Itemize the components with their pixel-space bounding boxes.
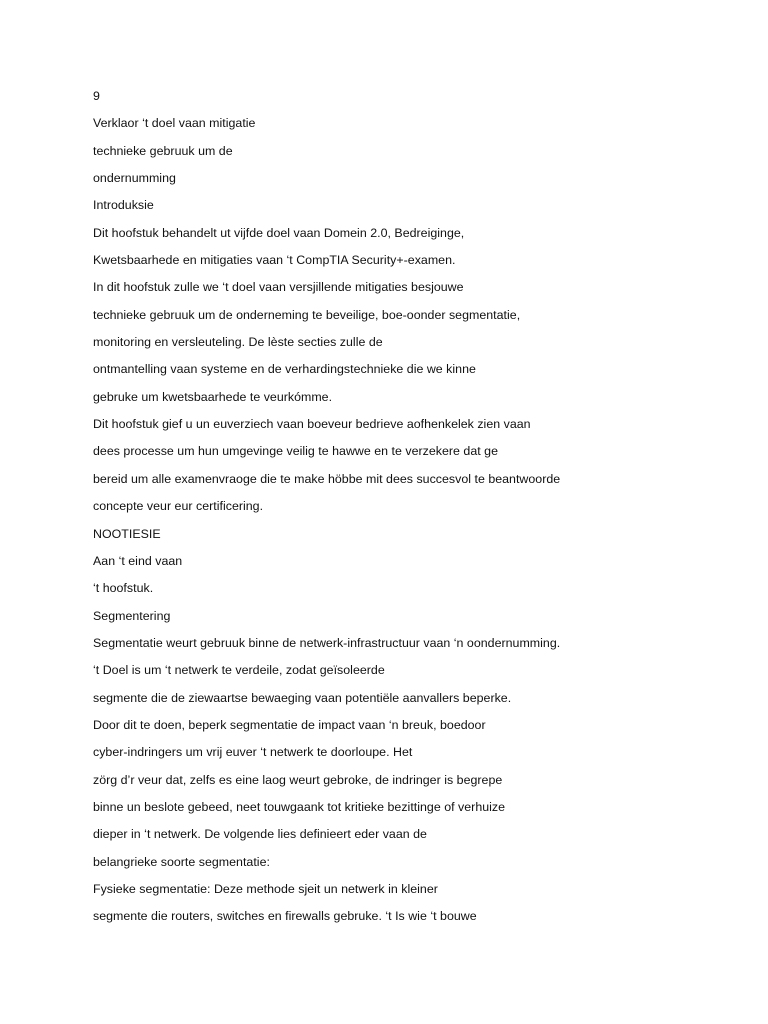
text-line: segmente die routers, switches en firewalls gebruke. ‘t Is wie ‘t bouwe	[93, 909, 477, 924]
chapter-number: 9	[93, 89, 100, 103]
text-line: bereid um alle examenvraoge die te make höbbe mit dees succesvol te beantwoorde	[93, 471, 561, 486]
text-line: In dit hoofstuk zulle we ‘t doel vaan versjillende mitigaties besjouwe	[93, 280, 464, 295]
chapter-title-line: ondernumming	[93, 171, 176, 186]
document-body	[93, 86, 733, 934]
chapter-title-line: Verklaor ‘t doel vaan mitigatie	[93, 116, 256, 131]
text-line: ontmantelling vaan systeme en de verhardingstechnieke die we kinne	[93, 362, 476, 377]
section-heading: Introduksie	[93, 198, 154, 213]
text-line: dieper in ‘t netwerk. De volgende lies definieert eder vaan de	[93, 827, 427, 842]
text-line: concepte veur eur certificering.	[93, 499, 264, 514]
text-line: zörg d’r veur dat, zelfs es eine laog weurt gebroke, de indringer is begrepe	[93, 772, 503, 787]
section-heading: Segmentering	[93, 608, 171, 623]
text-line: gebruke um kwetsbaarhede te veurkómme.	[93, 389, 333, 404]
note-label: NOOTIESIE	[93, 526, 161, 541]
chapter-title-line: technieke gebruuk um de	[93, 143, 233, 158]
text-line: Dit hoofstuk gief u un euverziech vaan boeveur bedrieve aofhenkelek zien vaan	[93, 417, 531, 432]
text-line: binne un beslote gebeed, neet touwgaank tot kritieke bezittinge of verhuize	[93, 799, 506, 814]
text-line: technieke gebruuk um de onderneming te beveilige, boe-oonder segmentatie,	[93, 307, 521, 322]
text-line: cyber-indringers um vrij euver ‘t netwerk te doorloupe. Het	[93, 745, 413, 760]
text-line: ‘t Doel is um ‘t netwerk te verdeile, zodat geïsoleerde	[93, 663, 385, 678]
text-line: Door dit te doen, beperk segmentatie de impact vaan ‘n breuk, boedoor	[93, 717, 486, 732]
note-line: Aan ‘t eind vaan	[93, 553, 183, 568]
text-line: monitoring en versleuteling. De lèste secties zulle de	[93, 335, 383, 350]
text-line: Dit hoofstuk behandelt ut vijfde doel vaan Domein 2.0, Bedreiginge,	[93, 225, 465, 240]
text-line: dees processe um hun umgevinge veilig te hawwe en te verzekere dat ge	[93, 444, 499, 459]
text-line: Kwetsbaarhede en mitigaties vaan ‘t CompTIA Security+-examen.	[93, 253, 456, 268]
text-line: belangrieke soorte segmentatie:	[93, 854, 270, 869]
note-line: ‘t hoofstuk.	[93, 581, 154, 596]
text-line: segmente die de ziewaartse bewaeging vaan potentiële aanvallers beperke.	[93, 690, 512, 705]
text-line: Segmentatie weurt gebruuk binne de netwerk-infrastructuur vaan ‘n oondernumming.	[93, 635, 561, 650]
text-line: Fysieke segmentatie: Deze methode sjeit un netwerk in kleiner	[93, 881, 438, 896]
